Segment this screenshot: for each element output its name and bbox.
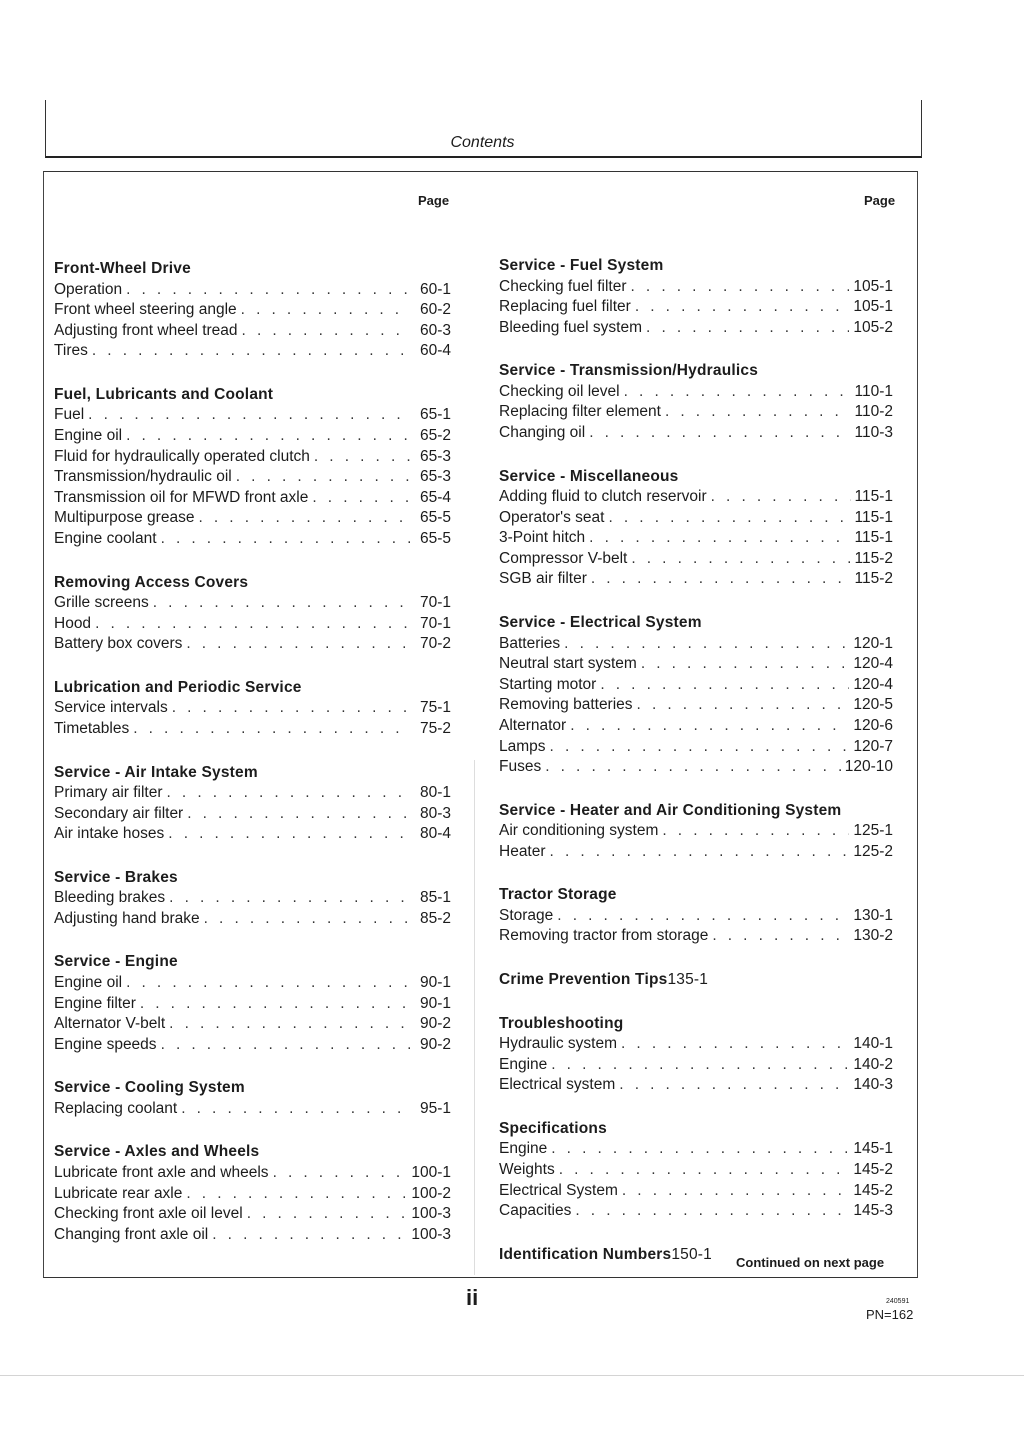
dot-leader (186, 634, 411, 655)
toc-entry[interactable] (499, 695, 893, 716)
entry-label: Multipurpose grease (54, 509, 195, 527)
entry-label: Engine coolant (54, 529, 157, 547)
dot-leader (241, 300, 411, 321)
entry-label: Adjusting hand brake (54, 909, 200, 927)
toc-entry[interactable] (54, 593, 451, 614)
dot-leader (637, 695, 850, 716)
section-title[interactable] (499, 970, 893, 991)
dot-leader (204, 909, 411, 930)
dot-leader (631, 549, 850, 570)
page-ref: 65-2 (419, 426, 451, 444)
dot-leader (712, 926, 849, 947)
dot-leader (126, 280, 411, 301)
toc-section (54, 385, 451, 550)
page-ref: 75-2 (419, 719, 451, 737)
toc-entry[interactable] (499, 1139, 893, 1160)
dot-leader (169, 1014, 411, 1035)
dot-leader (557, 906, 849, 927)
bottom-divider (0, 1375, 1024, 1376)
dot-leader (126, 426, 411, 447)
toc-entry[interactable] (54, 1225, 451, 1246)
toc-entry[interactable] (499, 569, 893, 590)
entry-label: Changing front axle oil (54, 1225, 209, 1243)
page-ref: 90-2 (419, 1035, 451, 1053)
toc-section (54, 1078, 451, 1119)
toc-entry[interactable] (499, 926, 893, 947)
toc-section (54, 1142, 451, 1245)
section-title: Front-Wheel Drive (54, 260, 191, 277)
toc-section (54, 573, 451, 655)
entry-label: Electrical System (499, 1181, 618, 1199)
entry-label: Fluid for hydraulically operated clutch (54, 447, 310, 465)
toc-entry[interactable] (54, 529, 451, 550)
toc-entry[interactable] (499, 716, 893, 737)
toc-section (499, 801, 893, 863)
dot-leader (153, 593, 411, 614)
continued-note: Continued on next page (736, 1255, 885, 1270)
toc-entry[interactable] (499, 1201, 893, 1222)
entry-label: Engine (499, 1140, 548, 1158)
section-title: Specifications (499, 1119, 607, 1137)
toc-entry[interactable] (54, 698, 451, 719)
entry-label: Adding fluid to clutch reservoir (499, 488, 707, 506)
toc-section (54, 868, 451, 930)
toc-entry[interactable] (54, 973, 451, 994)
entry-label: Operator's seat (499, 508, 605, 526)
dot-leader (600, 675, 849, 696)
toc-entry[interactable] (54, 405, 451, 426)
entry-label: Changing oil (499, 423, 586, 441)
dot-leader (619, 1075, 849, 1096)
entry-label: Lubricate front axle and wheels (54, 1163, 269, 1181)
page-ref: 95-1 (419, 1099, 451, 1117)
page-ref: 120-10 (844, 758, 893, 776)
section-title: Tractor Storage (499, 886, 617, 904)
entry-label: Neutral start system (499, 655, 637, 673)
toc-left-column (54, 259, 451, 1268)
page-ref: 100-3 (411, 1225, 451, 1243)
toc-entry[interactable] (54, 508, 451, 529)
toc-section (54, 259, 451, 362)
dot-leader (242, 321, 411, 342)
dot-leader (312, 488, 411, 509)
entry-label: Transmission/hydraulic oil (54, 468, 232, 486)
section-title: Lubrication and Periodic Service (54, 678, 302, 696)
entry-label: Checking front axle oil level (54, 1205, 243, 1223)
entry-label: Engine filter (54, 994, 136, 1012)
page-ref: 120-6 (853, 716, 893, 734)
section-title: Troubleshooting (499, 1014, 624, 1032)
entry-label: Removing batteries (499, 696, 633, 714)
dot-leader (621, 1034, 849, 1055)
page-ref: 145-3 (853, 1202, 893, 1220)
page-ref: 130-1 (853, 906, 893, 924)
page-ref: 145-1 (853, 1140, 893, 1158)
toc-right-column (499, 256, 893, 1288)
toc-section (499, 885, 893, 947)
page-ref: 120-4 (853, 675, 893, 693)
toc-entry[interactable] (54, 888, 451, 909)
dot-leader (126, 973, 411, 994)
dot-leader (314, 447, 411, 468)
toc-entry[interactable] (499, 757, 893, 778)
entry-label: Weights (499, 1160, 555, 1178)
page-ref: 60-1 (419, 280, 451, 298)
page-ref: 125-2 (853, 842, 893, 860)
toc-section (499, 256, 893, 338)
entry-label: Service intervals (54, 699, 168, 717)
page-ref: 110-2 (854, 403, 893, 421)
entry-label: Compressor V-belt (499, 549, 628, 567)
toc-entry[interactable] (54, 994, 451, 1015)
toc-entry[interactable] (54, 1184, 451, 1205)
entry-label: Transmission oil for MFWD front axle (54, 488, 309, 506)
page-ref: 140-3 (853, 1076, 893, 1094)
section-title: Service - Air Intake System (54, 763, 258, 781)
dot-leader (550, 737, 850, 758)
entry-label: Timetables (54, 719, 130, 737)
dot-leader (273, 1163, 408, 1184)
dot-leader (88, 405, 411, 426)
page-ref: 105-1 (853, 298, 893, 316)
entry-label: Adjusting front wheel tread (54, 321, 238, 339)
toc-section (499, 1014, 893, 1096)
entry-label: Engine oil (54, 426, 123, 444)
toc-entry[interactable] (499, 675, 893, 696)
document-code: 240591 (886, 1298, 910, 1305)
toc-entry[interactable] (54, 488, 451, 509)
dot-leader (551, 1139, 849, 1160)
dot-leader (236, 467, 411, 488)
page-ref: 80-3 (419, 804, 451, 822)
toc-entry[interactable] (54, 719, 451, 740)
toc-entry[interactable] (54, 1099, 451, 1120)
entry-label: Removing tractor from storage (499, 927, 709, 945)
entry-label: Replacing filter element (499, 403, 661, 421)
page-title: Contents (450, 134, 515, 151)
toc-entry[interactable] (54, 321, 451, 342)
toc-entry[interactable] (54, 1204, 451, 1225)
toc-entry[interactable] (54, 447, 451, 468)
dot-leader (212, 1225, 407, 1246)
pn-number: PN=162 (866, 1307, 914, 1322)
page-ref: 65-1 (419, 406, 451, 424)
dot-leader (169, 888, 411, 909)
toc-entry[interactable] (499, 1055, 893, 1076)
entry-label: Replacing coolant (54, 1099, 178, 1117)
entry-label: Secondary air filter (54, 804, 184, 822)
entry-label: SGB air filter (499, 570, 587, 588)
page-ref: 110-1 (854, 382, 893, 400)
dot-leader (133, 719, 411, 740)
toc-entry[interactable] (499, 1034, 893, 1055)
entry-label: Air intake hoses (54, 825, 165, 843)
dot-leader (564, 634, 849, 655)
page-ref: 100-3 (411, 1205, 451, 1223)
toc-entry[interactable] (54, 909, 451, 930)
page-ref: 65-3 (419, 447, 451, 465)
toc-entry[interactable] (54, 634, 451, 655)
toc-entry[interactable] (54, 426, 451, 447)
dot-leader (187, 804, 411, 825)
entry-label: Engine oil (54, 973, 123, 991)
entry-label: Operation (54, 280, 123, 298)
dot-leader (172, 698, 411, 719)
page-ref: 120-5 (853, 696, 893, 714)
dot-leader (591, 569, 851, 590)
dot-leader (575, 1201, 849, 1222)
page-ref: 90-1 (419, 994, 451, 1012)
toc-section (54, 678, 451, 740)
page-ref: 110-3 (854, 423, 893, 441)
page-ref: 80-4 (419, 825, 451, 843)
entry-label: Heater (499, 842, 546, 860)
toc-entry[interactable] (54, 824, 451, 845)
page-ref: 90-1 (419, 973, 451, 991)
page-heading-left: Page (418, 193, 450, 208)
entry-label: Hydraulic system (499, 1035, 617, 1053)
column-divider (474, 760, 475, 1275)
page-ref: 105-2 (853, 318, 893, 336)
dot-leader (140, 994, 411, 1015)
entry-label: Fuel (54, 406, 85, 424)
page-ref: 115-2 (854, 570, 893, 588)
toc-entry[interactable] (499, 842, 893, 863)
section-title: Fuel, Lubricants and Coolant (54, 385, 274, 403)
toc-entry[interactable] (499, 634, 893, 655)
section-title: Service - Transmission/Hydraulics (499, 362, 759, 380)
entry-label: Capacities (499, 1202, 572, 1220)
toc-section (499, 613, 893, 778)
entry-label: Batteries (499, 634, 561, 652)
entry-label: Alternator V-belt (54, 1015, 166, 1033)
page-ref: 65-4 (419, 488, 451, 506)
entry-label: Starting motor (499, 675, 597, 693)
page-ref: 90-2 (419, 1015, 451, 1033)
page-ref: 120-7 (853, 737, 893, 755)
page-ref: 70-2 (419, 635, 451, 653)
toc-section (499, 467, 893, 590)
page-ref: 60-3 (419, 321, 451, 339)
dot-leader (161, 1035, 411, 1056)
dot-leader (168, 824, 411, 845)
dot-leader (545, 757, 841, 778)
entry-label: Checking fuel filter (499, 277, 627, 295)
dot-leader (665, 402, 851, 423)
entry-label: Lubricate rear axle (54, 1184, 183, 1202)
page-ref: 80-1 (419, 784, 451, 801)
page-ref: 130-2 (853, 927, 893, 945)
dot-leader (570, 716, 849, 737)
page-ref: 135-1 (667, 971, 709, 989)
page-ref: 100-1 (411, 1163, 451, 1181)
entry-label: Electrical system (499, 1076, 616, 1094)
page-ref: 120-4 (853, 655, 893, 673)
dot-leader (646, 318, 849, 339)
toc-entry[interactable] (499, 1075, 893, 1096)
dot-leader (92, 341, 411, 362)
section-title: Service - Heater and Air Conditioning System (499, 801, 842, 819)
dot-leader (631, 277, 850, 298)
toc-section (54, 763, 451, 845)
entry-label: Hood (54, 614, 92, 632)
page-ref: 105-1 (853, 277, 893, 295)
page-heading-right: Page (864, 193, 896, 208)
page-ref: 75-1 (419, 699, 451, 717)
page-ref: 125-1 (853, 822, 893, 840)
page-ref: 115-1 (854, 488, 893, 506)
section-title: Service - Electrical System (499, 614, 702, 632)
page-ref: 70-1 (419, 594, 451, 612)
dot-leader (608, 508, 850, 529)
page-ref: 65-5 (419, 509, 451, 527)
page-ref: 120-1 (853, 634, 893, 652)
entry-label: Grille screens (54, 594, 149, 612)
page-ref: 150-1 (671, 1245, 712, 1263)
section-title-label: Identification Numbers (499, 1245, 672, 1263)
section-title: Service - Miscellaneous (499, 467, 679, 485)
entry-label: Storage (499, 906, 554, 924)
toc-entry[interactable] (54, 804, 451, 825)
section-title: Service - Cooling System (54, 1079, 245, 1097)
page-ref: 115-2 (854, 549, 893, 567)
entry-label: 3-Point hitch (499, 529, 586, 547)
dot-leader (247, 1204, 408, 1225)
toc-entry[interactable] (499, 508, 893, 529)
dot-leader (641, 654, 850, 675)
entry-label: Replacing fuel filter (499, 298, 631, 316)
page-number: ii (466, 1285, 479, 1310)
toc-section (499, 1119, 893, 1222)
page-ref: 70-1 (419, 614, 451, 632)
page-ref: 65-5 (419, 529, 451, 547)
toc-entry[interactable] (499, 382, 893, 403)
entry-label: Bleeding brakes (54, 889, 166, 907)
page-ref: 65-3 (419, 468, 451, 486)
toc-entry[interactable] (499, 737, 893, 758)
toc-entry[interactable] (54, 1163, 451, 1184)
dot-leader (161, 529, 411, 550)
dot-leader (198, 508, 411, 529)
toc-entry[interactable] (54, 614, 451, 635)
page-ref: 140-1 (853, 1035, 893, 1053)
toc-entry[interactable] (499, 487, 893, 508)
entry-label: Tires (54, 342, 88, 360)
dot-leader (167, 783, 411, 804)
page-ref: 140-2 (853, 1055, 893, 1073)
toc-entry[interactable] (499, 1181, 893, 1202)
section-title: Service - Axles and Wheels (54, 1143, 260, 1161)
toc-entry[interactable] (499, 906, 893, 927)
toc-section (499, 970, 893, 991)
toc-entry[interactable] (499, 1160, 893, 1181)
entry-label: Lamps (499, 737, 546, 755)
toc-section (54, 952, 451, 1055)
entry-label: Alternator (499, 716, 567, 734)
dot-leader (589, 528, 850, 549)
toc-entry[interactable] (54, 467, 451, 488)
dot-leader (662, 821, 849, 842)
page-ref: 115-1 (854, 529, 893, 547)
page-ref: 145-2 (853, 1160, 893, 1178)
toc-entry[interactable] (499, 821, 893, 842)
dot-leader (186, 1184, 407, 1205)
dot-leader (624, 382, 851, 403)
toc-entry[interactable] (499, 528, 893, 549)
dot-leader (559, 1160, 850, 1181)
entry-label: Air conditioning system (499, 822, 659, 840)
entry-label: Bleeding fuel system (499, 318, 643, 336)
toc-entry[interactable] (499, 297, 893, 318)
entry-label: Fuses (499, 758, 542, 776)
section-title: Service - Engine (54, 953, 178, 971)
toc-entry[interactable] (54, 341, 451, 362)
entry-label: Primary air filter (54, 784, 163, 801)
page-ref: 85-1 (419, 889, 451, 907)
entry-label: Battery box covers (54, 635, 183, 653)
entry-label: Front wheel steering angle (54, 301, 237, 319)
toc-entry[interactable] (499, 277, 893, 298)
page-ref: 85-2 (419, 909, 451, 927)
dot-leader (550, 842, 850, 863)
entry-label: Engine speeds (54, 1035, 157, 1053)
toc-entry[interactable] (54, 280, 451, 301)
toc-entry[interactable] (54, 783, 451, 804)
toc-section (499, 361, 893, 443)
dot-leader (95, 614, 411, 635)
toc-entry[interactable] (499, 654, 893, 675)
dot-leader (589, 423, 850, 444)
dot-leader (181, 1099, 411, 1120)
toc-entry[interactable] (499, 423, 893, 444)
dot-leader (551, 1055, 849, 1076)
toc-entry[interactable] (499, 402, 893, 423)
toc-entry[interactable] (499, 318, 893, 339)
entry-label: Checking oil level (499, 382, 620, 400)
section-title: Service - Fuel System (499, 257, 664, 274)
entry-label: Engine (499, 1055, 548, 1073)
dot-leader (635, 297, 850, 318)
page-ref: 100-2 (411, 1184, 451, 1202)
dot-leader (622, 1181, 849, 1202)
section-title: Service - Brakes (54, 868, 178, 886)
dot-leader (711, 487, 851, 508)
page-ref: 60-4 (419, 342, 451, 360)
toc-entry[interactable] (54, 1014, 451, 1035)
toc-entry[interactable] (54, 1035, 451, 1056)
page-ref: 115-1 (854, 508, 893, 526)
section-title: Removing Access Covers (54, 573, 249, 591)
toc-entry[interactable] (54, 300, 451, 321)
page-ref: 60-2 (419, 301, 451, 319)
page-ref: 145-2 (853, 1181, 893, 1199)
section-title-label: Crime Prevention Tips (499, 971, 668, 989)
toc-entry[interactable] (499, 549, 893, 570)
